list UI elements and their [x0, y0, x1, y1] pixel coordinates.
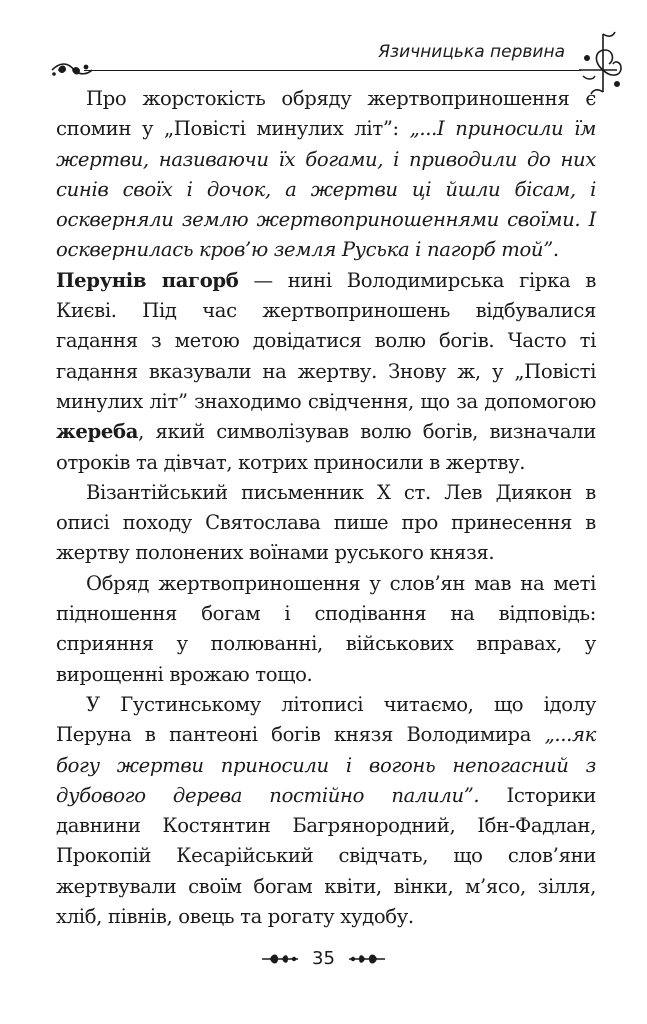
paragraph-5-text-end: Історики давнини Костянтин Багрянородний, Ібн-Фадлан, Прокопій Кесарійський свідчать, що слов’яни жертвували своїм богам квіти, вінки, м’ясо, зілля, хліб, півнів, овець та рогату худобу. — [56, 783, 596, 929]
chronicle-quote-1: „...І приносили їм жертви, називаючи їх богами, і приводили до них синів своїх і дочок, а жертви ці йшли бісам, і оскверняли землю жертвоприношеннями своїми. І осквернилась кров’ю земля Руська і пагорб той”. — [56, 117, 596, 262]
paragraph-3: Візантійський письменник X ст. Лев Диякон в описі походу Святослава пише про принесення в жертву полонених воїнами руського князя. — [56, 480, 596, 565]
paragraph-2-text-end: , який символізував волю богів, визначали отроків та дівчат, котрих приносили в жертву. — [56, 420, 596, 474]
leaf-ornament-icon — [260, 950, 300, 968]
term-perun-hill: Перунів пагорб — [56, 268, 239, 292]
page-number: 35 — [312, 948, 335, 969]
paragraph-4: Обряд жертвоприношення у слов’ян мав на меті підношення богам і сподівання на відповідь: сприяння у полюванні, військових вправах, у вирощенні врожаю тощо. — [56, 571, 596, 686]
paragraph-5-text: У Густинському літописі читаємо, що ідолу Перуна в пантеоні богів князя Володимира — [56, 692, 596, 747]
paragraph-2 — [56, 266, 596, 478]
page-body — [56, 84, 596, 932]
paragraph-1-text: Про жорстокість обряду жертвоприношення є спомин у „Повісті минулих літ”: — [56, 87, 596, 141]
paragraph-5 — [56, 690, 596, 932]
term-lot: жереба — [56, 420, 139, 444]
paragraph-2-text: — нині Володимирська гірка в Києві. Під час жертвоприношень відбувалися гадання з метою довідатися волю богів. Часто ті гадання вказували на жертву. Знову ж, у „Повісті минулих літ” знаходимо свідчення, що за допомогою — [56, 268, 596, 413]
vine-ornament-icon — [50, 58, 94, 82]
chronicle-quote-2: „...як богу жертви приносили і вогонь непогасний з дубового дерева постійно палили”. — [56, 723, 596, 807]
header-rule — [84, 70, 581, 71]
leaf-ornament-icon — [347, 950, 387, 968]
running-title: Язичницька первина — [378, 42, 565, 62]
paragraph-1 — [56, 84, 596, 266]
page-footer — [0, 948, 647, 969]
